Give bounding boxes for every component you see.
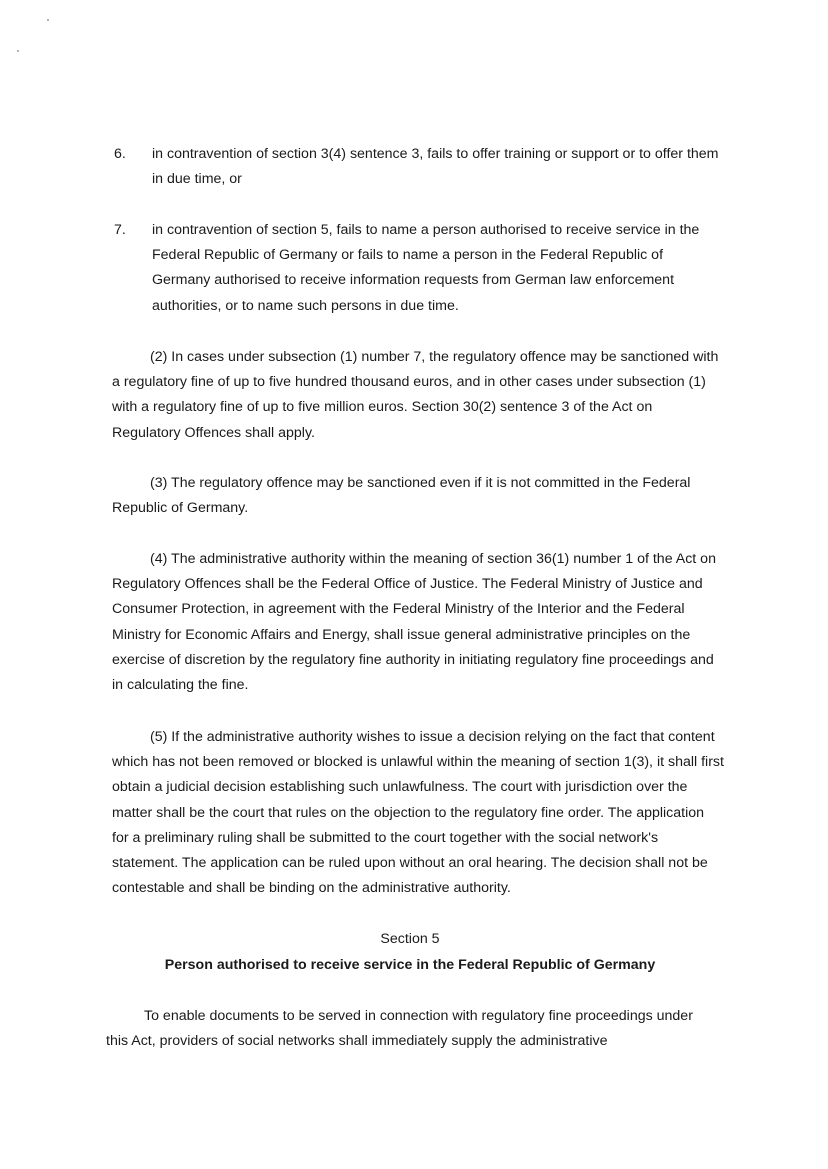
scan-speck (17, 50, 19, 52)
list-item-number: 6. (114, 146, 126, 162)
section-title: Person authorised to receive service in the Federal Republic of Germany (164, 957, 656, 973)
paragraph-subsection-4: (4) The administrative authority within the meaning of section 36(1) number 1 of the Act on Regulatory Offences shall be the Federal Office of Justice. The Federal Ministry of Justice and Consumer Protection, in agreement with the Federal Ministry of the Interior and the Federal Ministry for Economic Affairs and Energy, shall issue general administrative principles on the exercise of discretion by the regulatory fine authority in initiating regulatory fine proceedings and in calculating the fine. (112, 551, 716, 694)
paragraph-subsection-3: (3) The regulatory offence may be sanctioned even if it is not committed in the Federal Republic of Germany. (112, 475, 691, 517)
list-item-number: 7. (114, 222, 126, 238)
list-item-7 (114, 218, 724, 319)
paragraph-subsection-2: (2) In cases under subsection (1) number 7, the regulatory offence may be sanctioned with a regulatory fine of up to five hundred thousand euros, and in other cases under subsection (1) with a regulatory fine of up to five million euros. Section 30(2) sentence 3 of the Act on Regulatory Offences shall apply. (112, 349, 719, 441)
scan-speck (47, 19, 49, 21)
list-item-6 (114, 142, 724, 192)
paragraph-subsection-5: (5) If the administrative authority wishes to issue a decision relying on the fact that content which has not been removed or blocked is unlawful within the meaning of section 1(3), it shall first obtain a judicial decision establishing such unlawfulness. The court with jurisdiction over the matter shall be the court that rules on the objection to the regulatory fine order. The application for a preliminary ruling shall be submitted to the court together with the social network's statement. The application can be ruled upon without an oral hearing. The decision shall not be contestable and shall be binding on the administrative authority. (112, 729, 724, 897)
section-body-paragraph: To enable documents to be served in connection with regulatory fine proceedings under this Act, providers of social networks shall immediately supply the administrative (106, 1008, 693, 1050)
list-item-text: in contravention of section 5, fails to name a person authorised to receive service in the Federal Republic of Germany or fails to name a person in the Federal Republic of Germany authorised to receive information requests from German law enforcement authorities, or to name such persons in due time. (152, 222, 700, 314)
list-item-text: in contravention of section 3(4) sentence 3, fails to offer training or support or to offer them in due time, or (152, 146, 719, 188)
section-label: Section 5 (380, 931, 440, 947)
